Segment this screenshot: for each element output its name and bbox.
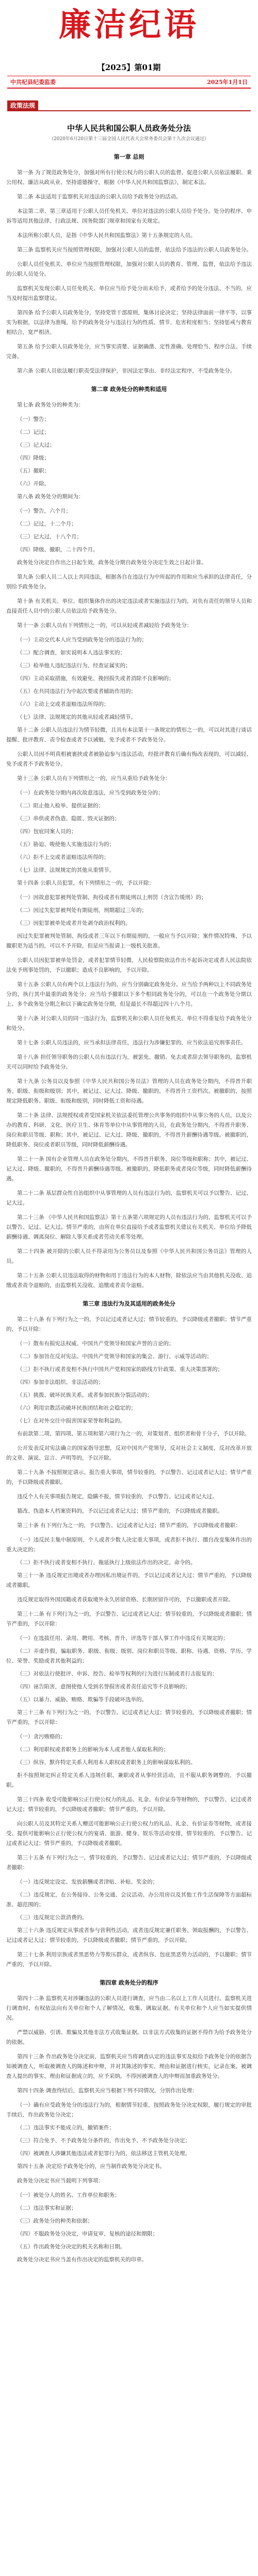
publish-date: 2025年1月1日 <box>207 79 248 86</box>
article-paragraph: 第九条 公职人员二人以上共同违法，根据各自在违法行为中所起的作用和应当承担的法律责任，分别给予政务处分。 <box>6 574 252 590</box>
section-bar <box>7 100 251 111</box>
article-paragraph: 第十五条 公职人员有两个以上违法行为的，应当分别确定政务处分。应当给予两种以上不同政务处分的，执行其中最重的政务处分；应当给予撤职以下多个相同政务处分的，可以在一个政务处分期以上、多个政务处分期之和以下确定政务处分期，但是最长不得超过四十八个月。 <box>6 981 252 1007</box>
list-item: （二）违反规定，在公务接待、公务交通、会议活动、办公用房以及其他工作生活保障等方面超标准、超范围的； <box>6 1892 252 1908</box>
article-paragraph: 第三十条 有下列行为之一的，予以警告、记过或者记大过；情节严重的，予以降级或者撤职： <box>17 1522 241 1529</box>
article-paragraph: 第十四条 公职人员犯罪，有下列情形之一的，予以开除： <box>17 880 154 886</box>
chapter-heading: 第四章 政务处分的程序 <box>100 1979 158 1986</box>
document-title: 中华人民共和国公职人员政务处分法 <box>67 124 191 133</box>
masthead-meta <box>10 78 248 86</box>
list-item: （一）警告，六个月； <box>17 508 71 514</box>
list-item: （三）记大过，十八个月； <box>17 534 82 540</box>
article-paragraph: 政务处分决定自作出之日起生效，政务处分期自政务处分决定生效之日起计算。 <box>17 560 207 566</box>
list-item: （四）主动采取措施，有效避免、挽回损失或者消除不良影响的； <box>17 675 174 682</box>
list-item: （五）以暴力、威胁、贿赂、欺骗等手段破坏选举的。 <box>17 1697 147 1703</box>
list-item: （七）在对外交往中损害国家荣誉和利益的。 <box>17 1418 125 1424</box>
article-paragraph: 第三十四条 收受可能影响公正行使公权力的礼品、礼金、有价证券等财物的，予以警告、记过或者记大过；情节较重的，予以降级或者撤职；情节严重的，予以开除。 <box>6 1797 252 1812</box>
article-paragraph: 拒不按照规定纠正特定关系人违规任职、兼职或者从事经营活动，且不服从职务调整的，予以撤职。 <box>6 1772 252 1788</box>
article-paragraph: 政务处分决定书应当载明下列事项： <box>17 2178 104 2184</box>
article-paragraph: 第三十五条 有下列行为之一，情节较重的，予以警告、记过或者记大过；情节严重的，予以降级或者撤职： <box>6 1855 252 1871</box>
list-item: （七）法律、法规规定的其他从轻或者减轻情节。 <box>17 714 136 720</box>
list-item: （一）在选拔任用、录用、聘用、考核、晋升、评选等干部人事工作中违反有关规定的； <box>17 1635 229 1641</box>
article-paragraph: 第二十二条 基层群众性自治组织中从事管理的人员有违法行为的，监察机关可以予以警告、记过、记大过。 <box>6 1190 252 1206</box>
article-paragraph: 本法第二章、第三章适用于公职人员任免机关、单位对违法的公职人员给予处分。处分的程序、申诉等适用其他法律、行政法规、国务院部门规章和国家有关规定。 <box>6 208 252 224</box>
list-item: （二）违法事实不能成立的，撤销案件； <box>17 2125 115 2131</box>
list-item: （四）降级； <box>17 455 50 461</box>
masthead <box>0 0 258 73</box>
article-paragraph: 第二十四条 被开除的公职人员不得录用为公务员以及参照《中华人民共和国公务员法》管理的人员。 <box>6 1248 252 1264</box>
article-paragraph: 违反规定取得外国国籍或者获取境外永久居留资格、长期居留许可的，予以撤职或者开除。 <box>17 1597 234 1603</box>
article-paragraph: 第三十六条 违反规定从事或者参与营利性活动，或者违反规定兼任职务、领取报酬的，予以警告、记过或者记大过；情节较重的，予以降级或者撤职；情节严重的，予以开除。 <box>6 1927 252 1943</box>
article-paragraph: 第四十三条 作出政务处分决定前，监察机关应当将调查认定的违法事实及拟给予政务处分的依据告知被调查人，听取被调查人的陈述和申辩，并对其陈述的事实、理由和证据进行核实，记录在案。被调查人提出的事实、理由和证据成立的，应予采纳。不得因被调查人的申辩而加重政务处分。 <box>6 2054 252 2079</box>
list-item: （二）记过； <box>17 429 50 435</box>
list-item: （三）记大过； <box>17 442 55 448</box>
article-paragraph: 第四条 给予公职人员政务处分，坚持党管干部原则，集体讨论决定；坚持法律面前一律平等，以事实为根据，以法律为准绳，给予的政务处分与违法行为的性质、情节、危害程度相当；坚持惩戒与教育相结合，宽严相济。 <box>6 310 252 335</box>
article-paragraph: 第二十五条 公职人员违法取得的财物和用于违法行为的本人财物，除依法应当由其他机关没收、追缴或者责令退赔的，由监察机关没收、追缴或者责令退赔。 <box>6 1273 252 1289</box>
list-item: （二）违法事实和证据； <box>17 2205 77 2211</box>
article-paragraph: 违反个人有关事项报告规定，隐瞒不报，情节较重的，予以警告、记过或者记大过。 <box>17 1494 218 1500</box>
list-item: （四）诬告陷害，意图使他人受到名誉损害或者责任追究等不良影响的； <box>17 1684 190 1690</box>
article-paragraph: 公开发表反对宪法确立的国家指导思想，反对中国共产党领导，反对社会主义制度，反对改革开放的文章、演说、宣言、声明等的，予以开除。 <box>6 1445 252 1461</box>
list-item: （三）纵容、默许特定关系人利用本人职权或者职务上的影响谋取私利的。 <box>17 1759 196 1766</box>
section-tag: 政策法规 <box>7 100 38 111</box>
article-paragraph: 第十二条 公职人员违法行为情节轻微，且具有本法第十一条规定的情形之一的，可以对其进行谈话提醒、批评教育、责令检查或者予以诫勉，免予或者不予政务处分。 <box>6 727 252 743</box>
list-item: （二）配合调查，如实说明本人违法事实的； <box>17 650 125 656</box>
list-item: （一）警告； <box>17 416 50 422</box>
article-paragraph: 本法所称公职人员，是指《中华人民共和国监察法》第十五条规定的人员。 <box>17 232 196 239</box>
list-item: （三）检举他人违纪违法行为，经查证属实的； <box>17 663 131 669</box>
list-item: （四）参加非法组织、非法活动的； <box>17 1379 104 1385</box>
list-item: （二）拒不执行或者变相不执行、拖延执行上级依法作出的决定、命令的。 <box>17 1560 196 1566</box>
article-paragraph: 第七条 政务处分的种类为： <box>17 402 84 408</box>
article-paragraph: 因过失犯罪被判处管制、拘役或者三年以下有期徒刑的，一般应当予以开除；案件情况特殊，予以撤职更为适当的，可以不予开除，但是应当报请上一级机关批准。 <box>6 933 252 949</box>
article-paragraph: 第十七条 公职人员违法的，应当承担法律责任，违法行为涉嫌犯罪的，应当依法追究刑事责任。 <box>17 1040 247 1046</box>
list-item: （四）包庇同案人员的； <box>17 828 77 835</box>
article-paragraph: 向公职人员及其特定关系人赠送可能影响公正行使公权力的礼品、礼金、有价证券等财物，或者接受、提供可能影响公正行使公权力的宴请、旅游、健身、娱乐等活动安排，情节较重的，予以警告、记过或者记大过；情节严重的，予以降级或者撤职。 <box>6 1821 252 1846</box>
article-paragraph: 第二十一条 国有企业管理人员在政务处分期内，不得晋升职务、岗位等级和职称；其中，被记过、记大过、降级、撤职的，不得晋升薪酬待遇等级。被撤职的，降低职务或者岗位等级，同时降低薪酬待遇。 <box>6 1156 252 1182</box>
chapter-heading: 第三章 违法行为及其适用的政务处分 <box>83 1300 175 1307</box>
list-item: （五）胁迫、唆使他人实施违法行为的； <box>17 841 115 848</box>
list-item: （一）散布有损宪法权威、中国共产党领导和国家声誉的言论的； <box>17 1341 174 1347</box>
list-item: （一）违反规定设定、发放薪酬或者津贴、补贴、奖金的； <box>17 1879 158 1885</box>
list-item: （四）不服政务处分决定，申请复审、复核的途径和期限； <box>17 2231 158 2237</box>
article-paragraph: 公职人员因犯罪被单处罚金，或者犯罪情节轻微，人民检察院依法作出不起诉决定或者人民法院依法免予刑事处罚的，予以撤职；造成不良影响的，予以开除。 <box>6 957 252 973</box>
list-item: （五）撤职； <box>17 468 50 474</box>
article-paragraph: 监察机关发现公职人员任免机关、单位应当给予处分而未给予，或者给予的处分违法、不当的，应当及时提出监察建议。 <box>6 285 252 301</box>
list-item: （二）记过，十二个月； <box>17 521 77 527</box>
article-paragraph: 第六条 公职人员依法履行职责受法律保护，非因法定事由、非经法定程序，不受政务处分。 <box>17 368 236 374</box>
list-item: （三）违反规定公款消费的。 <box>17 1914 88 1921</box>
list-item: （七）法律、法规规定的其他从重情节。 <box>17 867 115 873</box>
list-item: （二）弄虚作假，骗取职务、职级、衔级、级别、岗位和职员等级、职称、待遇、资格、学历、学位、荣誉、奖励或者其他利益的； <box>6 1648 252 1664</box>
article-paragraph: 第三条 监察机关应当按照管理权限，加强对公职人员的监督，依法给予违法的公职人员政务处分。 <box>17 247 252 253</box>
list-item: （一）主动交代本人应当受到政务处分的违法行为的； <box>17 637 147 643</box>
article-paragraph: 第四十二条 监察机关对涉嫌违法的公职人员进行调查，应当由二名以上工作人员进行。监察机关进行调查时，有权依法向有关单位和个人了解情况，收集、调取证据。有关单位和个人应当如实提供情况。 <box>6 1995 252 2021</box>
document-note: （2020年6月20日第十三届全国人民代表大会常务委员会第十九次会议通过） <box>49 137 209 142</box>
list-item: （二）参加旨在反对宪法、中国共产党领导和国家的集会、游行、示威等活动的； <box>17 1353 212 1360</box>
article-paragraph: 第二条 本法适用于监察机关对违法的公职人员给予政务处分的活动。 <box>17 194 182 200</box>
list-item: （三）对依法行使批评、申诉、控告、检举等权利的行为进行压制或者打击报复的； <box>17 1671 218 1677</box>
list-item: （三）因犯罪被单处或者并处剥夺政治权利的。 <box>17 920 131 926</box>
list-item: （二）因过失犯罪被判处有期徒刑，刑期超过三年的； <box>17 907 147 913</box>
article-paragraph: 第十条 有关机关、单位、组织集体作出的决定违法或者实施违法行为的，对负有责任的领导人员和直接责任人员中的公职人员依法给予政务处分。 <box>6 598 252 614</box>
list-item: （二）利用职权或者职务上的影响为本人或者他人谋取私利的； <box>17 1747 169 1753</box>
list-item: （一）贪污贿赂的； <box>17 1734 66 1740</box>
list-item: （六）拒不上交或者退赔违法所得的； <box>17 854 109 860</box>
article-paragraph: 第二十八条 有下列行为之一的，予以记过或者记大过；情节较重的，予以降级或者撤职；情节严重的，予以开除： <box>6 1316 252 1332</box>
article-paragraph: 第十一条 公职人员有下列情形之一的，可以从轻或者减轻给予政务处分： <box>17 622 192 629</box>
article-paragraph: 第十三条 公职人员有下列情形之一的，应当从重给予政务处分： <box>17 775 171 782</box>
list-item: （五）挑拨、破坏民族关系，或者参加民族分裂活动的； <box>17 1392 153 1398</box>
article-paragraph: 第三十一条 违反规定出境或者办理因私出境证件的，予以记过或者记大过；情节严重的，予以降级或者撤职。 <box>6 1572 252 1588</box>
article-paragraph: 第八条 政务处分的期间为： <box>17 494 84 500</box>
list-item: （一）因故意犯罪被判处管制、拘役或者有期徒刑以上刑罚（含宣告缓刑）的； <box>17 894 207 901</box>
article-paragraph: 第三十二条 有下列行为之一的，予以警告、记过或者记大过；情节较重的，予以降级或者撤职；情节严重的，予以开除： <box>6 1611 252 1627</box>
list-item: （一）在政务处分期内再次故意违法，应当受到政务处分的； <box>17 790 164 796</box>
list-item: （一）被处分人的姓名、工作单位和职务； <box>17 2192 120 2198</box>
list-item: （三）政务处分的种类和依据； <box>17 2218 93 2224</box>
article-paragraph: 第二十三条 《中华人民共和国监察法》第十五条第六项规定的人员有违法行为的，监察机关可以予以警告、记过、记大过。情节严重的，由所在单位直接给予或者监察机关建议有关机关、单位给予降低薪酬待遇、调离岗位、解除人事关系或者劳动关系等处理。 <box>6 1214 252 1240</box>
article-paragraph: 第一条 为了规范政务处分，加强对所有行使公权力的公职人员的监督，促进公职人员依法履职、秉公用权、廉洁从政从业、坚持道德操守，根据《中华人民共和国监察法》，制定本法。 <box>6 170 252 185</box>
article-paragraph: 严禁以威胁、引诱、欺骗及其他非法方式收集证据。以非法方式收集的证据不得作为给予政务处分的依据。 <box>6 2029 252 2045</box>
article-paragraph: 第十九条 公务员以及参照《中华人民共和国公务员法》管理的人员在政务处分期内，不得晋升职务、职级、衔级和级别；其中，被记过、记大过、降级、撤职的，不得晋升工资档次。被撤职的，按照规定降低职务、职级、衔级和级别，同时降低工资和待遇。 <box>6 1078 252 1104</box>
article-paragraph: 第二十九条 不按照规定请示、报告重大事项，情节较重的，予以警告、记过或者记大过；情节严重的，予以降级或者撤职。 <box>6 1469 252 1485</box>
article-paragraph: 第五条 给予公职人员政务处分，应当事实清楚、证据确凿、定性准确、处理恰当、程序合法、手续完备。 <box>6 344 252 360</box>
issue-number: 【2025】第01期 <box>97 63 161 72</box>
article-paragraph: 第三十七条 利用宗族或者黑恶势力等欺压群众，或者纵容、包庇黑恶势力活动的，予以撤职；情节严重的，予以开除。 <box>6 1952 252 1968</box>
list-item: （四）降级、撤职，二十四个月。 <box>17 547 99 553</box>
list-item: （三）符合免予、不予政务处分条件的，作出免予、不予政务处分决定； <box>17 2138 190 2144</box>
chapter-heading: 第二章 政务处分的种类和适用 <box>91 386 167 393</box>
article-paragraph: 第十八条 担任领导职务的公职人员有违法行为，被罢免、撤销、免去或者辞去领导职务的，监察机关可以同时给予政务处分。 <box>6 1054 252 1070</box>
article-paragraph: 第十六条 对公职人员的同一违法行为，监察机关和公职人员任免机关、单位不得重复给予政务处分和处分。 <box>6 1015 252 1031</box>
list-item: （四）被调查人涉嫌其他违法或者犯罪行为的，依法移送主管机关处理。 <box>17 2150 190 2157</box>
article-paragraph: 政务处分决定书应当盖有作出决定的监察机关的印章。 <box>17 2257 147 2263</box>
article-paragraph: 公职人员因不明真相被裹挟或者被胁迫参与违法活动，经批评教育后确有悔改表现的，可以减轻、免予或者不予政务处分。 <box>6 751 252 767</box>
list-item: （五）作出政务处分决定的机关名称和日期。 <box>17 2244 125 2250</box>
article-paragraph: 公职人员任免机关、单位应当按照管理权限，加强对公职人员的教育、管理、监督，依法给予违法的公职人员处分。 <box>6 261 252 277</box>
article-paragraph: 第二十条 法律、法规授权或者受国家机关依法委托管理公共事务的组织中从事公务的人员，以及公办的教育、科研、文化、医疗卫生、体育等单位中从事管理的人员，在政务处分期内，不得晋升职务、岗位和职员等级、职称；其中，被记过、记大过、降级、撤职的，不得晋升薪酬待遇等级。被撤职的，降低职务、岗位或者职员等级，同时降低薪酬待遇。 <box>6 1112 252 1148</box>
article-paragraph: 有前款第二项、第四项、第五项和第六项行为之一的，对策划者、组织者和骨干分子，予以开除。 <box>17 1431 250 1437</box>
list-item: （三）串供或者伪造、隐匿、毁灭证据的； <box>17 816 120 822</box>
list-item: （五）在共同违法行为中起次要或者辅助作用的； <box>17 688 136 694</box>
masthead-title: 廉洁纪语 <box>58 6 199 43</box>
article-paragraph: 第四十五条 决定给予政务处分的，应当制作政务处分决定书。 <box>17 2163 165 2170</box>
chapter-heading: 第一章 总则 <box>114 154 144 160</box>
list-item: （六）利用宗教活动破坏民族团结和社会稳定的； <box>17 1405 136 1411</box>
article-paragraph: 第三十三条 有下列行为之一的，予以警告、记过或者记大过；情节较重的，予以降级或者撤职；情节严重的，予以开除： <box>6 1709 252 1725</box>
article-body <box>6 152 252 2265</box>
list-item: （三）拒不执行或者变相不执行中国共产党和国家的路线方针政策、重大决策部署的； <box>17 1366 223 1372</box>
list-item: （六）开除。 <box>17 481 50 487</box>
publisher: 中共杞县纪委监委 <box>10 79 56 86</box>
article-paragraph: 第四十四条 调查终结后，监察机关应当根据下列不同情况，分别作出处理： <box>17 2088 198 2094</box>
list-item: （一）违反民主集中制原则，个人或者少数人决定重大事项，或者拒不执行、擅自改变集体作出的重大决定的； <box>6 1537 252 1553</box>
list-item: （一）确有应受政务处分的违法行为的，根据情节轻重，按照政务处分决定权限，履行规定的审批手续后，作出政务处分决定； <box>6 2102 252 2118</box>
masthead-rule-thick <box>7 88 251 89</box>
article-paragraph: 篡改、伪造本人档案资料的，予以记过或者记大过；情节严重的，予以降级或者撤职。 <box>17 1508 223 1514</box>
list-item: （二）阻止他人检举、提供证据的； <box>17 803 104 809</box>
list-item: （六）主动上交或者退赔违法所得的； <box>17 701 109 707</box>
